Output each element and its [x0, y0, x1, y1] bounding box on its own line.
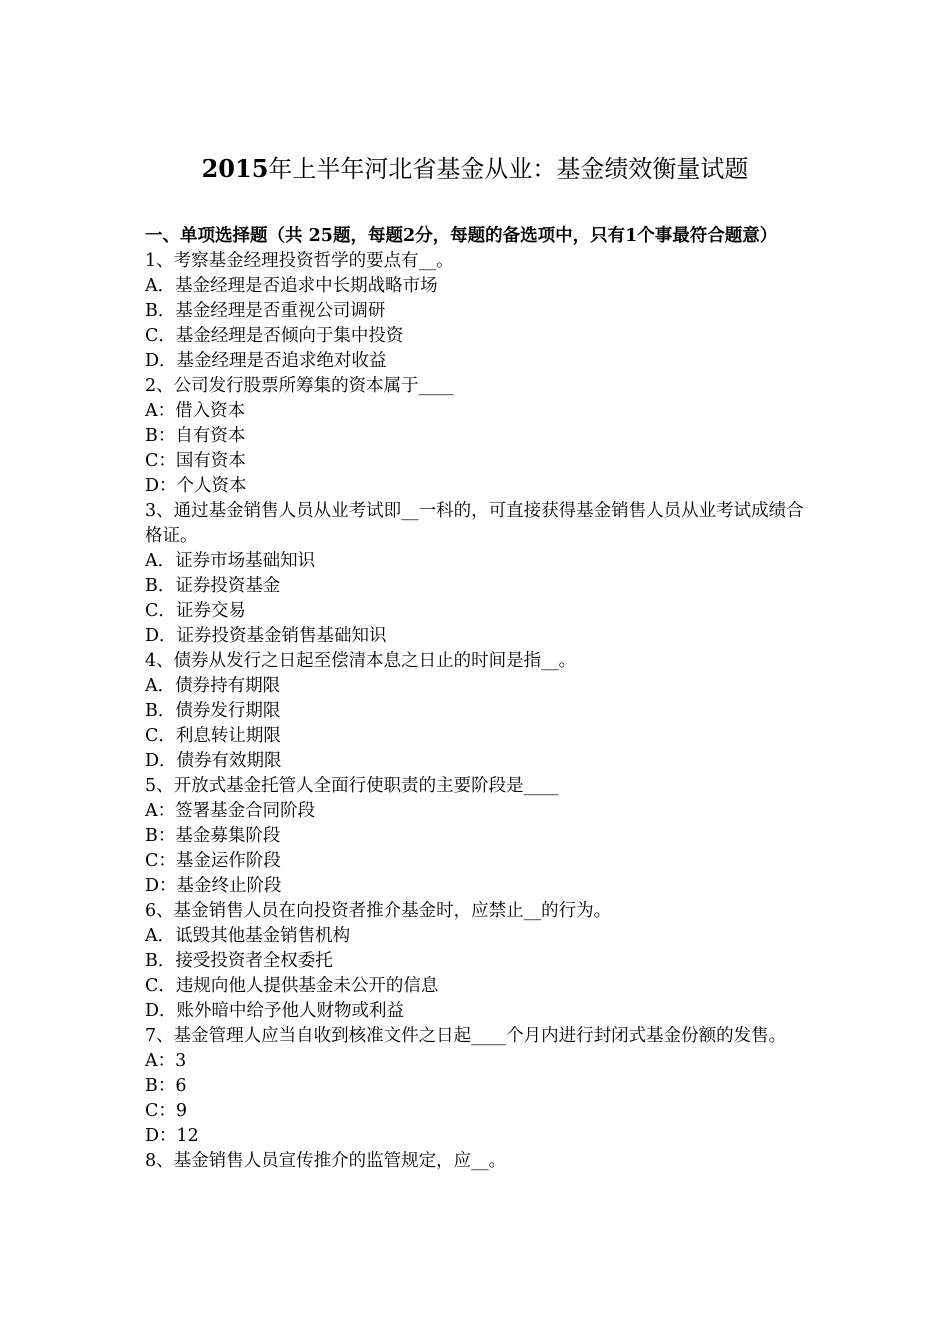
option-item: C．利息转让期限 — [145, 726, 281, 746]
option-item: B．接受投资者全权委托 — [145, 951, 333, 971]
question-stem: 5、开放式基金托管人全面行使职责的主要阶段是____ — [145, 776, 559, 796]
question-stem: 8、基金销售人员宣传推介的监管规定，应__。 — [145, 1151, 507, 1171]
option-item: A：签署基金合同阶段 — [145, 801, 316, 821]
option-item: D．基金经理是否追求绝对收益 — [145, 351, 387, 371]
option-item: D．账外暗中给予他人财物或利益 — [145, 1001, 405, 1021]
option-item: D．债券有效期限 — [145, 751, 282, 771]
option-item: B：6 — [145, 1076, 187, 1096]
option-item: D．证券投资基金销售基础知识 — [145, 626, 387, 646]
option-item: B．证券投资基金 — [145, 576, 281, 596]
option-item: D：12 — [145, 1126, 199, 1146]
option-item: C：国有资本 — [145, 451, 246, 471]
option-item: C．违规向他人提供基金未公开的信息 — [145, 976, 439, 996]
option-item: C．证券交易 — [145, 601, 246, 621]
document-body — [145, 224, 810, 1174]
option-item: A．证券市场基础知识 — [145, 551, 316, 571]
option-item: C：9 — [145, 1101, 188, 1121]
page-title — [0, 152, 950, 186]
option-item: B．债券发行期限 — [145, 701, 281, 721]
option-item: A：3 — [145, 1051, 187, 1071]
option-item: A．诋毁其他基金销售机构 — [145, 926, 351, 946]
option-item: C：基金运作阶段 — [145, 851, 281, 871]
option-item: C．基金经理是否倾向于集中投资 — [145, 326, 404, 346]
option-item: D：个人资本 — [145, 476, 247, 496]
title-year: 2015 — [201, 154, 269, 183]
option-item: B：自有资本 — [145, 426, 246, 446]
question-stem: 2、公司发行股票所筹集的资本属于____ — [145, 376, 454, 396]
option-item: A．债券持有期限 — [145, 676, 281, 696]
question-stem: 3、通过基金销售人员从业考试即__一科的，可直接获得基金销售人员从业考试成绩合格证。 — [145, 501, 804, 546]
question-stem: 4、债券从发行之日起至偿清本息之日止的时间是指__。 — [145, 651, 577, 671]
question-stem: 7、基金管理人应当自收到核准文件之日起____个月内进行封闭式基金份额的发售。 — [145, 1026, 787, 1046]
option-item: D：基金终止阶段 — [145, 876, 282, 896]
option-item: A．基金经理是否追求中长期战略市场 — [145, 276, 438, 296]
question-stem: 6、基金销售人员在向投资者推介基金时，应禁止__的行为。 — [145, 901, 612, 921]
option-item: B．基金经理是否重视公司调研 — [145, 301, 386, 321]
option-item: A：借入资本 — [145, 401, 246, 421]
question-stem: 1、考察基金经理投资哲学的要点有__。 — [145, 251, 454, 271]
title-text: 年上半年河北省基金从业：基金绩效衡量试题 — [268, 155, 749, 183]
section-heading: 一、单项选择题（共 25题，每题2分，每题的备选项中，只有1个事最符合题意） — [145, 226, 778, 246]
option-item: B：基金募集阶段 — [145, 826, 281, 846]
